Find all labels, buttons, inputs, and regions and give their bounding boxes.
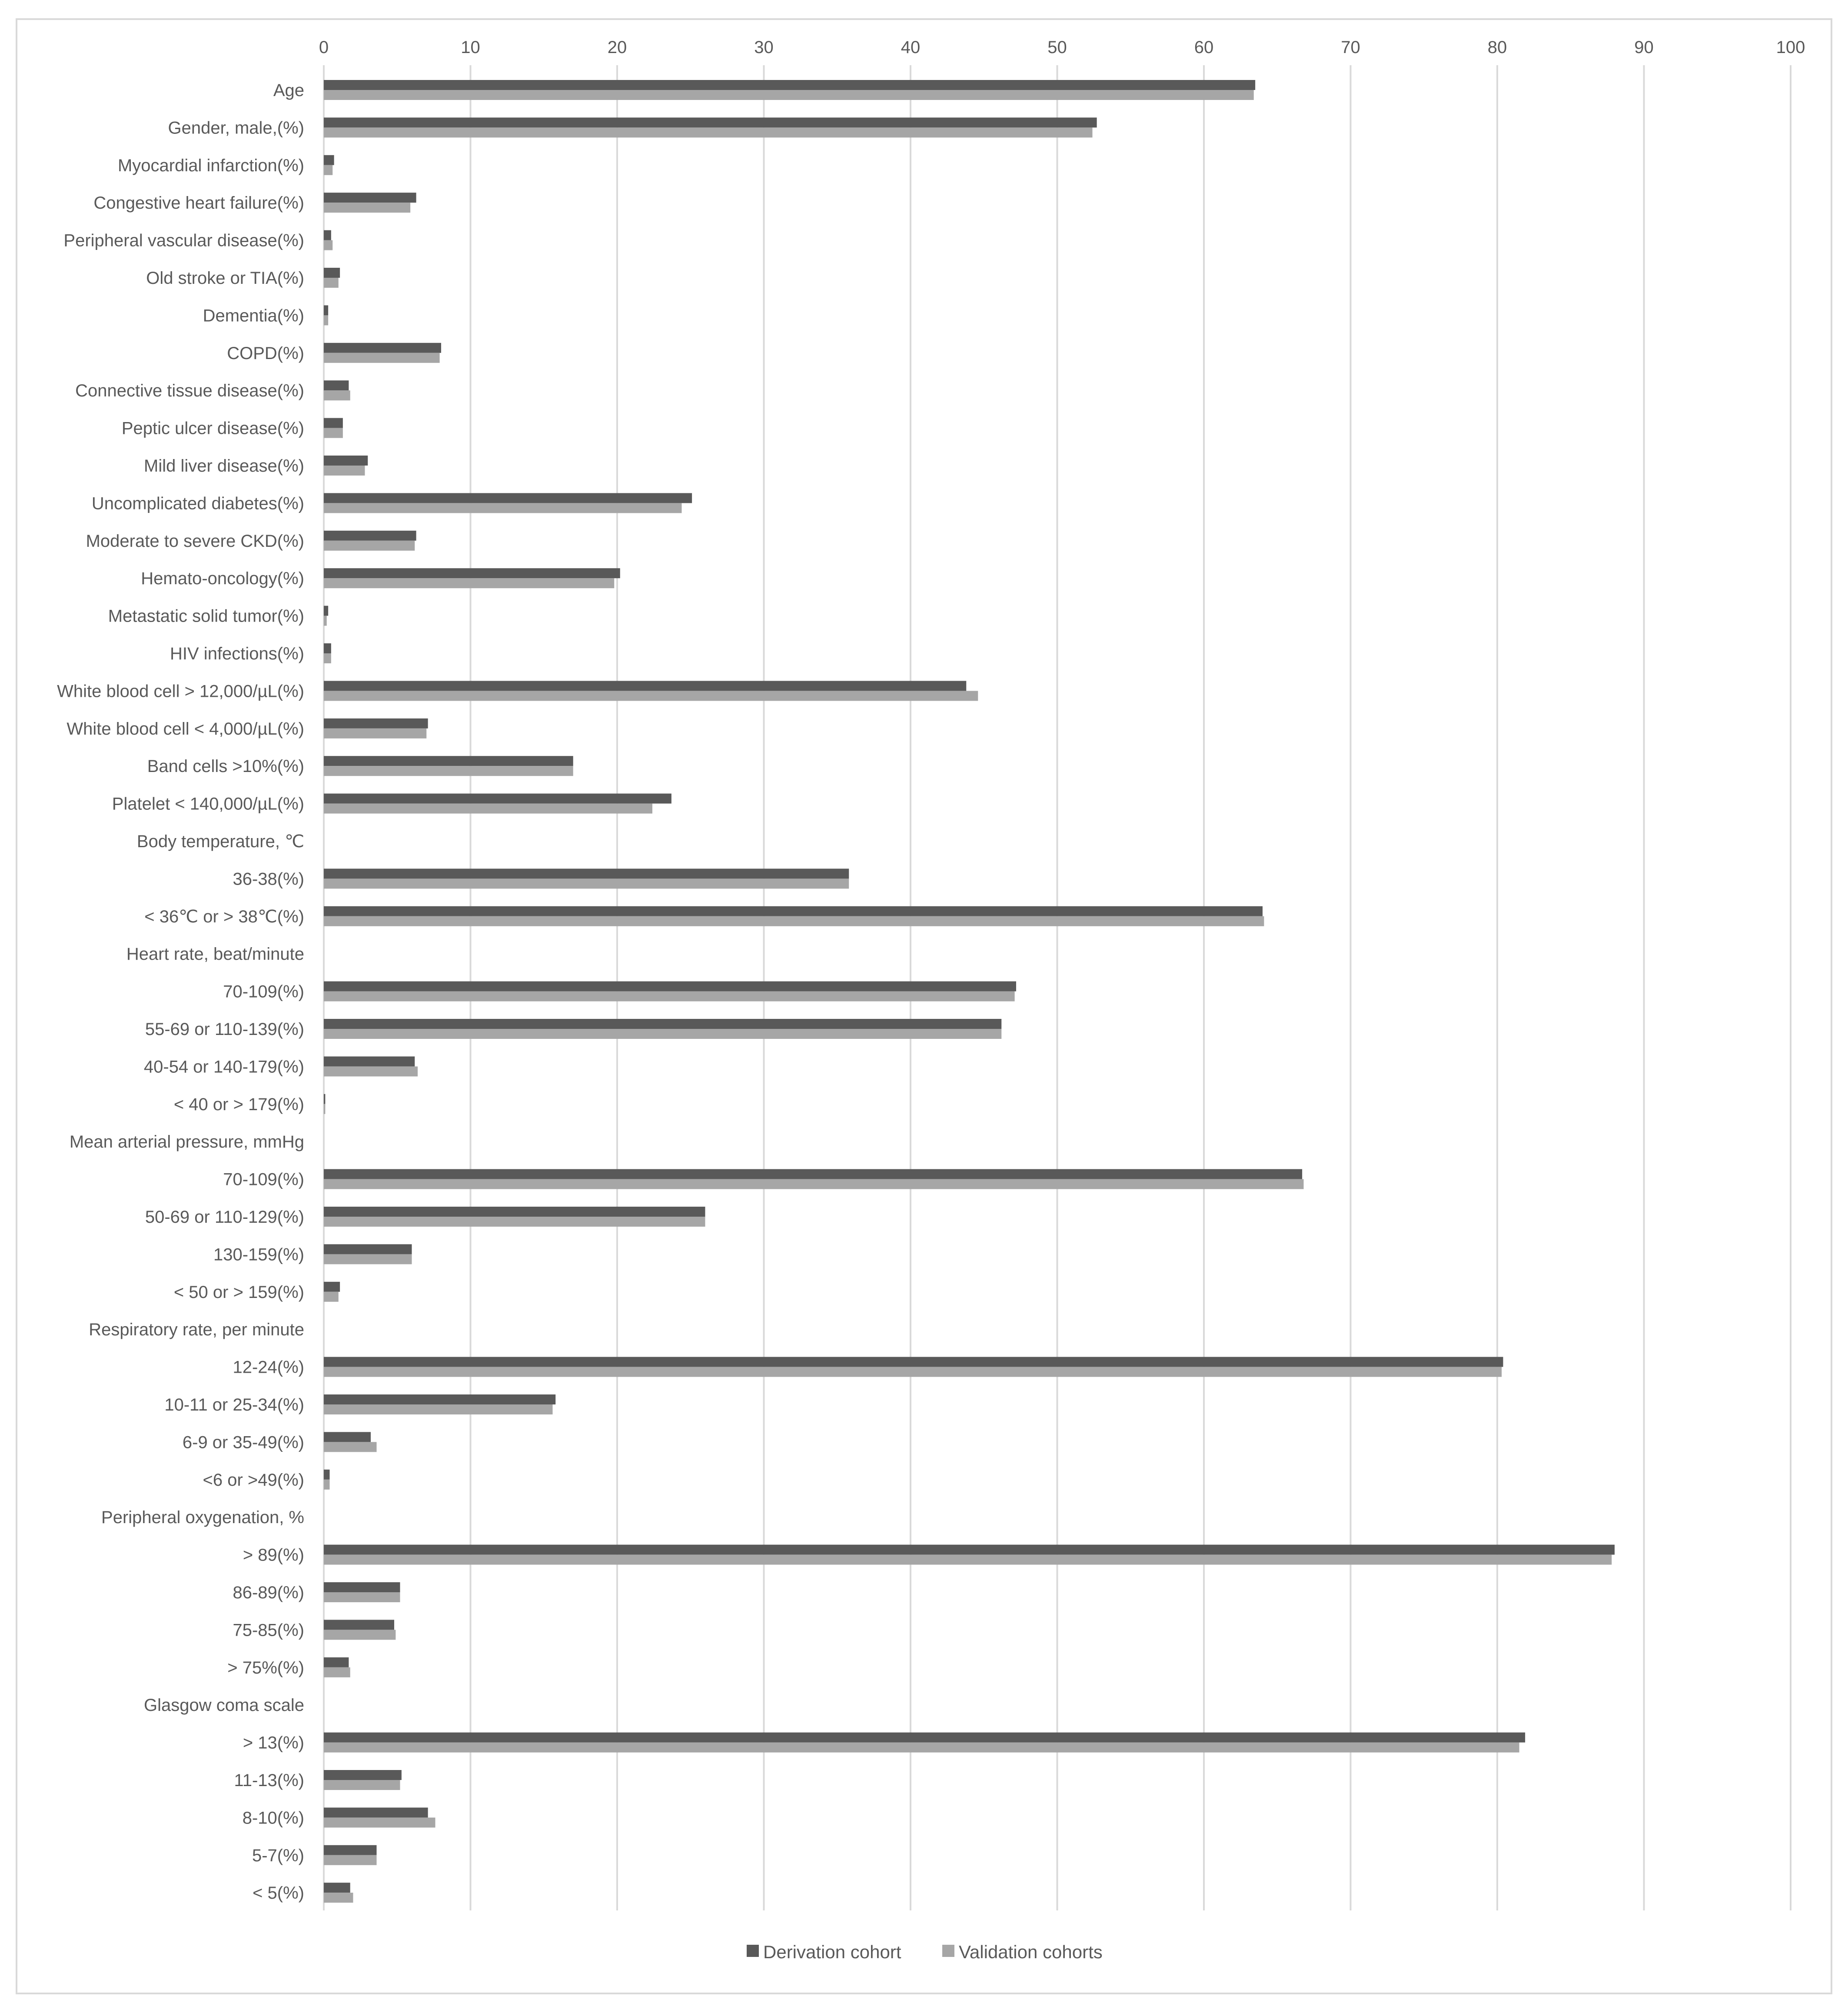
bar-validation: [324, 1555, 1612, 1565]
category-label: 12-24(%): [233, 1358, 304, 1377]
bar-derivation: [324, 343, 441, 353]
bar-validation: [324, 1743, 1519, 1753]
bar-derivation: [324, 643, 331, 653]
x-tick-label: 10: [461, 38, 480, 57]
bar-validation: [324, 541, 415, 551]
bar-derivation: [324, 1094, 325, 1104]
category-label: 36-38(%): [233, 869, 304, 889]
bar-derivation: [324, 456, 368, 466]
category-label: < 5(%): [253, 1883, 304, 1903]
bar-derivation: [324, 155, 334, 165]
category-label: Peripheral vascular disease(%): [63, 231, 304, 250]
category-label: Congestive heart failure(%): [93, 193, 304, 213]
bar-validation: [324, 315, 328, 325]
bar-validation: [324, 390, 350, 400]
x-tick-label: 80: [1487, 38, 1507, 57]
bar-derivation: [324, 80, 1255, 90]
bar-validation: [324, 1592, 400, 1602]
bar-validation: [324, 653, 331, 663]
bar-validation: [324, 1104, 325, 1114]
bar-validation: [324, 165, 332, 175]
category-label: Age: [273, 81, 304, 100]
bar-validation: [324, 466, 365, 476]
bar-derivation: [324, 193, 416, 203]
bar-derivation: [324, 1357, 1503, 1367]
legend: [747, 1942, 1103, 1962]
bar-validation: [324, 127, 1093, 137]
bar-validation: [324, 766, 573, 776]
bar-validation: [324, 1893, 353, 1903]
x-axis: [319, 38, 1805, 57]
x-tick-label: 60: [1194, 38, 1214, 57]
bar-derivation: [324, 1582, 400, 1592]
bar-derivation: [324, 268, 340, 278]
category-label: White blood cell > 12,000/µL(%): [57, 682, 304, 701]
category-label: Uncomplicated diabetes(%): [91, 494, 304, 513]
x-tick-label: 70: [1341, 38, 1360, 57]
category-label: Peripheral oxygenation, %: [101, 1508, 304, 1527]
category-label: Glasgow coma scale: [143, 1696, 304, 1715]
bar-validation: [324, 240, 332, 250]
bar-derivation: [324, 568, 620, 578]
bar-validation: [324, 1367, 1502, 1377]
bar-validation: [324, 278, 339, 288]
category-label: > 75%(%): [227, 1658, 304, 1677]
bar-derivation: [324, 1207, 705, 1217]
category-label: <6 or >49(%): [203, 1470, 304, 1490]
bar-validation: [324, 1254, 412, 1264]
category-label: Moderate to severe CKD(%): [86, 531, 304, 551]
x-tick-label: 90: [1634, 38, 1654, 57]
bar-derivation: [324, 1770, 402, 1780]
bar-derivation: [324, 1657, 349, 1667]
x-tick-label: 20: [607, 38, 627, 57]
bar-validation: [324, 729, 426, 739]
category-label: Gender, male,(%): [168, 118, 304, 138]
category-label: Hemato-oncology(%): [141, 569, 304, 589]
category-label: 75-85(%): [233, 1620, 304, 1640]
category-label: Metastatic solid tumor(%): [108, 606, 304, 626]
category-label: Dementia(%): [203, 306, 304, 326]
category-label: COPD(%): [227, 343, 304, 363]
bar-validation: [324, 1817, 435, 1827]
bar-derivation: [324, 1470, 330, 1480]
category-label: Heart rate, beat/minute: [126, 945, 304, 964]
bar-validation: [324, 1780, 400, 1790]
category-label: Respiratory rate, per minute: [89, 1320, 304, 1340]
category-label: 70-109(%): [223, 1170, 304, 1189]
bar-validation: [324, 503, 682, 513]
category-label: White blood cell < 4,000/µL(%): [66, 719, 304, 739]
bar-validation: [324, 1480, 330, 1490]
bar-derivation: [324, 719, 428, 729]
bar-derivation: [324, 1056, 415, 1066]
bar-validation: [324, 1066, 418, 1076]
bar-derivation: [324, 493, 692, 503]
bar-derivation: [324, 868, 849, 878]
bar-validation: [324, 353, 440, 363]
bar-validation: [324, 90, 1254, 100]
bar-derivation: [324, 982, 1016, 992]
bars: [324, 80, 1615, 1903]
bar-validation: [324, 428, 343, 438]
x-tick-label: 40: [901, 38, 921, 57]
category-label: 86-89(%): [233, 1583, 304, 1602]
x-tick-label: 0: [319, 38, 329, 57]
category-label: < 50 or > 159(%): [173, 1282, 304, 1302]
bar-derivation: [324, 230, 331, 240]
bar-validation: [324, 878, 849, 888]
category-label: Myocardial infarction(%): [117, 156, 304, 175]
category-label: Band cells >10%(%): [147, 757, 304, 776]
category-label: 55-69 or 110-139(%): [145, 1020, 304, 1039]
bar-validation: [324, 1667, 350, 1677]
category-label: 50-69 or 110-129(%): [145, 1208, 304, 1227]
bar-derivation: [324, 1845, 377, 1855]
bar-derivation: [324, 1394, 555, 1404]
category-label: Connective tissue disease(%): [75, 381, 304, 401]
bar-derivation: [324, 531, 416, 541]
bar-validation: [324, 1442, 377, 1452]
category-label: Mean arterial pressure, mmHg: [69, 1132, 304, 1152]
bar-validation: [324, 1029, 1001, 1039]
category-label: 5-7(%): [252, 1846, 304, 1865]
bar-derivation: [324, 418, 343, 428]
legend-swatch-derivation: [747, 1945, 759, 1957]
bar-validation: [324, 1179, 1304, 1189]
category-label: 40-54 or 140-179(%): [143, 1057, 304, 1077]
y-axis-categories: [57, 81, 304, 1903]
category-label: HIV infections(%): [170, 644, 304, 663]
bar-derivation: [324, 1169, 1302, 1179]
legend-label-validation: Validation cohorts: [959, 1942, 1103, 1962]
bar-validation: [324, 616, 327, 626]
legend-label-derivation: Derivation cohort: [763, 1942, 901, 1962]
bar-validation: [324, 1292, 339, 1302]
category-label: < 36℃ or > 38℃(%): [144, 907, 304, 926]
category-label: Mild liver disease(%): [144, 456, 304, 476]
category-label: Peptic ulcer disease(%): [121, 419, 304, 438]
bar-derivation: [324, 380, 349, 390]
bar-validation: [324, 203, 410, 213]
bar-derivation: [324, 305, 328, 315]
category-label: Old stroke or TIA(%): [146, 269, 304, 288]
x-tick-label: 30: [754, 38, 774, 57]
x-tick-label: 100: [1776, 38, 1805, 57]
bar-derivation: [324, 794, 671, 804]
bar-validation: [324, 1217, 705, 1227]
category-label: 70-109(%): [223, 982, 304, 1002]
category-label: 130-159(%): [213, 1245, 304, 1264]
bar-derivation: [324, 1244, 412, 1254]
bar-derivation: [324, 1733, 1525, 1743]
bar-derivation: [324, 1432, 371, 1442]
bar-derivation: [324, 1282, 340, 1292]
bar-validation: [324, 578, 614, 588]
bar-validation: [324, 691, 978, 701]
category-label: 11-13(%): [234, 1771, 304, 1790]
bar-validation: [324, 1630, 396, 1640]
bar-validation: [324, 916, 1264, 926]
category-label: 6-9 or 35-49(%): [182, 1433, 304, 1452]
category-label: > 13(%): [243, 1733, 304, 1753]
bar-validation: [324, 1404, 553, 1414]
bar-derivation: [324, 756, 573, 766]
category-label: < 40 or > 179(%): [173, 1095, 304, 1114]
legend-swatch-validation: [942, 1945, 954, 1957]
category-label: 8-10(%): [242, 1808, 304, 1828]
bar-validation: [324, 804, 652, 814]
bar-validation: [324, 992, 1015, 1002]
bar-derivation: [324, 606, 328, 616]
category-label: 10-11 or 25-34(%): [164, 1395, 304, 1414]
bar-derivation: [324, 117, 1097, 127]
bar-derivation: [324, 1620, 394, 1630]
bar-derivation: [324, 1807, 428, 1817]
bar-derivation: [324, 1883, 350, 1893]
category-label: Platelet < 140,000/µL(%): [112, 794, 304, 814]
bar-validation: [324, 1855, 377, 1865]
bar-derivation: [324, 1019, 1001, 1029]
bar-derivation: [324, 1545, 1615, 1555]
category-label: > 89(%): [243, 1545, 304, 1565]
bar-derivation: [324, 906, 1263, 916]
x-tick-label: 50: [1047, 38, 1067, 57]
category-label: Body temperature, ℃: [136, 832, 304, 851]
bar-derivation: [324, 681, 966, 691]
